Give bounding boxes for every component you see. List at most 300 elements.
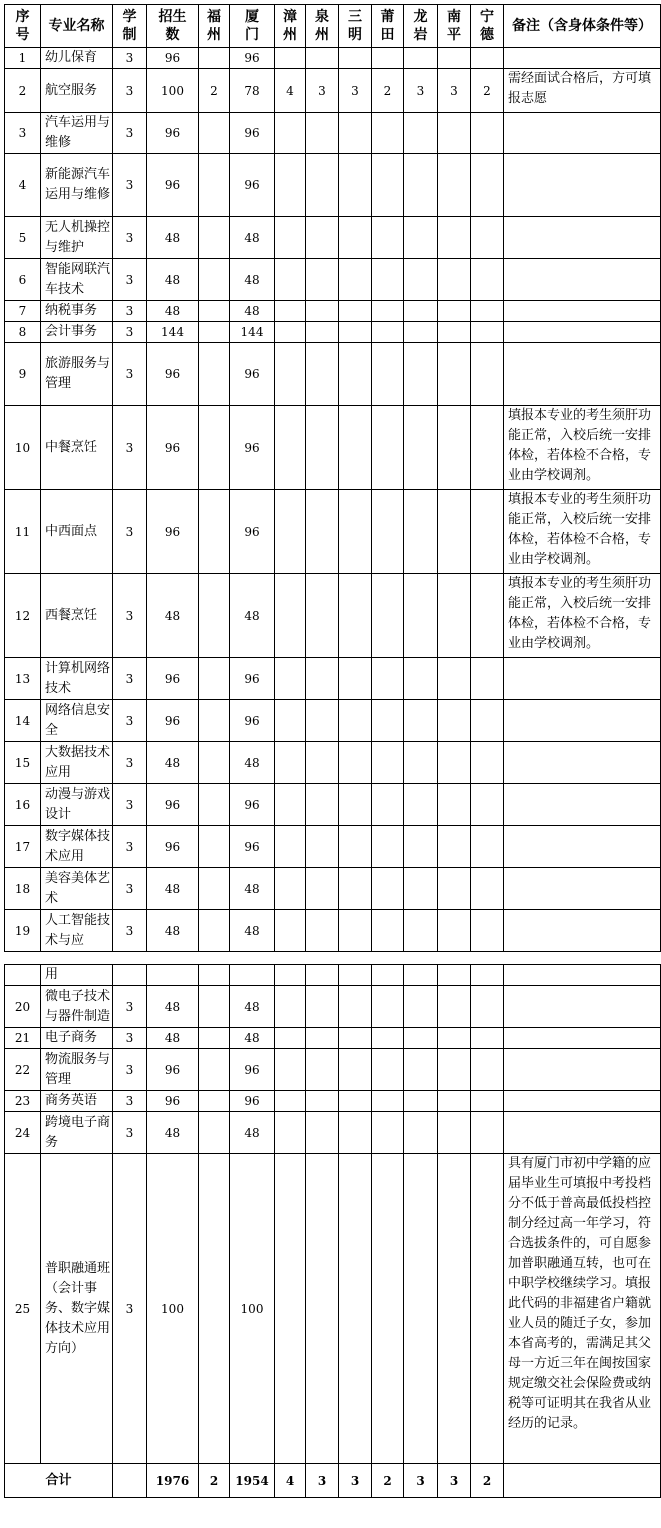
row-city-count: [306, 658, 339, 700]
row-city-count: [404, 490, 438, 574]
row-city-count: [372, 868, 404, 910]
row-city-count: [438, 1028, 471, 1049]
row-city-count: 48: [230, 1028, 275, 1049]
row-total: 96: [147, 1091, 199, 1112]
row-city-count: [339, 742, 372, 784]
row-city-count: [372, 1028, 404, 1049]
header-seq: 序号: [5, 5, 41, 48]
table-row: [5, 48, 661, 69]
row-years: 3: [113, 742, 147, 784]
row-city-count: [404, 113, 438, 154]
row-note: [504, 742, 661, 784]
row-years: 3: [113, 910, 147, 952]
enrollment-table-part1: [4, 4, 661, 952]
row-city-count: [306, 113, 339, 154]
row-seq: 22: [5, 1049, 41, 1091]
row-years: 3: [113, 868, 147, 910]
row-city-count: [404, 986, 438, 1028]
total-city: 2: [372, 1464, 404, 1498]
row-city-count: [306, 1049, 339, 1091]
row-city-count: 48: [230, 259, 275, 301]
row-note: [504, 259, 661, 301]
row-city-count: [339, 700, 372, 742]
row-city-count: 144: [230, 322, 275, 343]
row-years: 3: [113, 658, 147, 700]
row-city-count: 96: [230, 154, 275, 217]
row-city-count: [372, 490, 404, 574]
row-city-count: [471, 742, 504, 784]
row-city-count: [404, 742, 438, 784]
row-city-count: [372, 742, 404, 784]
row-city-count: [404, 826, 438, 868]
row-city-count: [275, 490, 306, 574]
table-row: [5, 1049, 661, 1091]
row-seq: 25: [5, 1154, 41, 1464]
table-row: [5, 826, 661, 868]
row-city-count: [404, 1154, 438, 1464]
row-total: 48: [147, 217, 199, 259]
table-body-part1: [5, 48, 661, 952]
row-city-count: [372, 700, 404, 742]
row-major-name: 旅游服务与管理: [41, 343, 113, 406]
row-note: [504, 910, 661, 952]
row-city-count: [339, 301, 372, 322]
row-seq: 14: [5, 700, 41, 742]
header-years: 学制: [113, 5, 147, 48]
row-city-count: [275, 784, 306, 826]
row-city-count: [404, 658, 438, 700]
table-row: [5, 700, 661, 742]
row-city-count: [339, 1028, 372, 1049]
header-city-sanming: 三明: [339, 5, 372, 48]
row-city-count: [471, 113, 504, 154]
header-city-longyan: 龙岩: [404, 5, 438, 48]
continuation-row: [5, 965, 661, 986]
row-city-count: [404, 217, 438, 259]
row-city-count: [275, 113, 306, 154]
row-total: 100: [147, 69, 199, 113]
row-city-count: 96: [230, 1091, 275, 1112]
row-note: [504, 868, 661, 910]
row-city-count: [339, 259, 372, 301]
row-city-count: [199, 826, 230, 868]
row-city-count: [471, 490, 504, 574]
row-city-count: [306, 1091, 339, 1112]
row-note: [504, 343, 661, 406]
row-seq: 15: [5, 742, 41, 784]
row-city-count: [199, 1091, 230, 1112]
row-seq: 16: [5, 784, 41, 826]
row-major-name: 物流服务与管理: [41, 1049, 113, 1091]
row-city-count: 3: [438, 69, 471, 113]
row-city-count: [275, 574, 306, 658]
row-city-count: [471, 48, 504, 69]
total-count: 1976: [147, 1464, 199, 1498]
row-city-count: [306, 910, 339, 952]
row-city-count: [306, 154, 339, 217]
row-city-count: [372, 826, 404, 868]
row-major-name: 汽车运用与维修: [41, 113, 113, 154]
row-city-count: [471, 1112, 504, 1154]
row-seq: 23: [5, 1091, 41, 1112]
row-city-count: [275, 1091, 306, 1112]
row-note: [504, 658, 661, 700]
row-years: 3: [113, 826, 147, 868]
row-note: [504, 1112, 661, 1154]
total-row: [5, 1464, 661, 1498]
row-note: [504, 1028, 661, 1049]
row-city-count: [339, 910, 372, 952]
row-seq: 1: [5, 48, 41, 69]
row-city-count: [471, 1049, 504, 1091]
row-city-count: [199, 742, 230, 784]
row-major-name: 幼儿保育: [41, 48, 113, 69]
row-city-count: 2: [199, 69, 230, 113]
row-city-count: [339, 406, 372, 490]
table-row: [5, 301, 661, 322]
row-major-name: 航空服务: [41, 69, 113, 113]
row-city-count: [199, 48, 230, 69]
row-total: 96: [147, 1049, 199, 1091]
row-city-count: [199, 154, 230, 217]
row-city-count: [199, 784, 230, 826]
row-city-count: [438, 1049, 471, 1091]
table-row: [5, 217, 661, 259]
table-row: [5, 742, 661, 784]
row-major-name: 会计事务: [41, 322, 113, 343]
row-city-count: [339, 574, 372, 658]
row-city-count: [306, 48, 339, 69]
row-note: 需经面试合格后，方可填报志愿: [504, 69, 661, 113]
row-city-count: [471, 343, 504, 406]
table-row: [5, 69, 661, 113]
row-note: [504, 784, 661, 826]
total-years: [113, 1464, 147, 1498]
row-city-count: [438, 784, 471, 826]
row-city-count: [306, 1154, 339, 1464]
row-major-name: 人工智能技术与应: [41, 910, 113, 952]
row-total: 96: [147, 490, 199, 574]
row-city-count: [471, 301, 504, 322]
row-years: 3: [113, 1049, 147, 1091]
row-note: [504, 217, 661, 259]
row-total: 96: [147, 784, 199, 826]
row-major-name: 美容美体艺术: [41, 868, 113, 910]
table-body-part2: [5, 986, 661, 1464]
table-row: [5, 322, 661, 343]
row-city-count: [275, 1112, 306, 1154]
row-city-count: [199, 910, 230, 952]
total-note: [504, 1464, 661, 1498]
row-seq: 8: [5, 322, 41, 343]
row-city-count: [438, 742, 471, 784]
row-city-count: [275, 910, 306, 952]
row-seq: 10: [5, 406, 41, 490]
header-city-putian: 莆田: [372, 5, 404, 48]
row-years: 3: [113, 113, 147, 154]
row-city-count: [339, 868, 372, 910]
row-note: 填报本专业的考生须肝功能正常，入校后统一安排体检，若体检不合格，专业由学校调剂。: [504, 490, 661, 574]
row-city-count: [438, 322, 471, 343]
row-note: 填报本专业的考生须肝功能正常，入校后统一安排体检，若体检不合格，专业由学校调剂。: [504, 574, 661, 658]
row-years: 3: [113, 259, 147, 301]
row-city-count: [438, 1112, 471, 1154]
row-city-count: [275, 742, 306, 784]
row-major-name: 数字媒体技术应用: [41, 826, 113, 868]
continuation-text: 用: [41, 965, 113, 986]
row-city-count: [339, 1154, 372, 1464]
row-city-count: 96: [230, 113, 275, 154]
row-seq: 4: [5, 154, 41, 217]
row-major-name: 西餐烹饪: [41, 574, 113, 658]
row-city-count: [438, 826, 471, 868]
row-note: [504, 986, 661, 1028]
row-city-count: [306, 700, 339, 742]
row-city-count: [306, 490, 339, 574]
total-label: 合计: [5, 1464, 113, 1498]
row-city-count: [275, 1028, 306, 1049]
row-city-count: [438, 113, 471, 154]
row-city-count: [275, 301, 306, 322]
row-major-name: 普职融通班（会计事务、数字媒体技术应用方向）: [41, 1154, 113, 1464]
row-city-count: [275, 1154, 306, 1464]
row-city-count: [306, 259, 339, 301]
row-city-count: [471, 322, 504, 343]
row-city-count: [471, 1028, 504, 1049]
row-years: 3: [113, 322, 147, 343]
row-city-count: 48: [230, 217, 275, 259]
row-city-count: [339, 784, 372, 826]
header-name: 专业名称: [41, 5, 113, 48]
row-city-count: [199, 868, 230, 910]
row-city-count: [199, 259, 230, 301]
row-seq: 2: [5, 69, 41, 113]
row-total: 96: [147, 154, 199, 217]
total-city: 2: [199, 1464, 230, 1498]
row-city-count: [404, 259, 438, 301]
row-city-count: [404, 1112, 438, 1154]
table-row: [5, 1154, 661, 1464]
row-city-count: [372, 658, 404, 700]
table-row: [5, 1091, 661, 1112]
row-major-name: 无人机操控与维护: [41, 217, 113, 259]
row-total: 48: [147, 259, 199, 301]
row-city-count: [199, 1028, 230, 1049]
row-total: 48: [147, 574, 199, 658]
row-city-count: [471, 217, 504, 259]
row-city-count: [306, 986, 339, 1028]
row-city-count: 3: [339, 69, 372, 113]
row-city-count: [306, 574, 339, 658]
row-years: 3: [113, 1154, 147, 1464]
row-years: 3: [113, 1091, 147, 1112]
table-row: [5, 113, 661, 154]
header-total: 招生数: [147, 5, 199, 48]
row-city-count: [471, 784, 504, 826]
row-city-count: [471, 658, 504, 700]
row-city-count: [404, 700, 438, 742]
row-total: 48: [147, 868, 199, 910]
row-city-count: 48: [230, 574, 275, 658]
row-note: [504, 113, 661, 154]
row-city-count: [306, 1112, 339, 1154]
row-city-count: [471, 910, 504, 952]
row-city-count: [438, 217, 471, 259]
row-city-count: [275, 1049, 306, 1091]
row-city-count: [306, 322, 339, 343]
row-city-count: 96: [230, 1049, 275, 1091]
row-total: 48: [147, 910, 199, 952]
row-major-name: 中餐烹饪: [41, 406, 113, 490]
row-city-count: [372, 48, 404, 69]
row-city-count: 96: [230, 490, 275, 574]
row-city-count: [438, 1154, 471, 1464]
row-city-count: [199, 700, 230, 742]
row-major-name: 网络信息安全: [41, 700, 113, 742]
row-city-count: [199, 217, 230, 259]
row-city-count: [372, 301, 404, 322]
row-city-count: 96: [230, 343, 275, 406]
total-city: 3: [404, 1464, 438, 1498]
row-city-count: [199, 406, 230, 490]
total-city: 1954: [230, 1464, 275, 1498]
row-city-count: [199, 658, 230, 700]
row-total: 48: [147, 1028, 199, 1049]
row-years: 3: [113, 301, 147, 322]
row-city-count: [471, 1154, 504, 1464]
total-city: 3: [438, 1464, 471, 1498]
row-city-count: [404, 910, 438, 952]
table-row: [5, 1112, 661, 1154]
row-city-count: 96: [230, 406, 275, 490]
row-city-count: [404, 154, 438, 217]
table-header-row: [5, 5, 661, 48]
row-city-count: [404, 1049, 438, 1091]
row-city-count: [471, 406, 504, 490]
table-row: [5, 784, 661, 826]
row-city-count: [199, 343, 230, 406]
row-city-count: 48: [230, 910, 275, 952]
row-city-count: [306, 406, 339, 490]
row-city-count: [404, 868, 438, 910]
row-city-count: [306, 1028, 339, 1049]
row-city-count: [438, 406, 471, 490]
row-city-count: 2: [471, 69, 504, 113]
row-city-count: [199, 113, 230, 154]
row-city-count: [471, 574, 504, 658]
row-city-count: 2: [372, 69, 404, 113]
row-city-count: [372, 1091, 404, 1112]
row-city-count: [339, 154, 372, 217]
row-seq: 7: [5, 301, 41, 322]
header-city-quanzhou: 泉州: [306, 5, 339, 48]
row-total: 96: [147, 406, 199, 490]
row-seq: 19: [5, 910, 41, 952]
row-note: 具有厦门市初中学籍的应届毕业生可填报中考投档分不低于普高最低投档控制分经过高一年学习，符合选拔条件的，可自愿参加普职融通互转，也可在中职学校继续学习。填报此代码的非福建省户籍就业人员的随迁子女，参加本省高考的，需满足其父母一方近三年在闽按国家规定缴交社会保险费或纳税等可证明其在我省从业经历的记录。: [504, 1154, 661, 1464]
row-city-count: [199, 574, 230, 658]
row-years: 3: [113, 48, 147, 69]
row-note: [504, 1049, 661, 1091]
row-city-count: [275, 826, 306, 868]
table-row: [5, 868, 661, 910]
row-city-count: 78: [230, 69, 275, 113]
row-city-count: [372, 406, 404, 490]
row-city-count: [199, 322, 230, 343]
row-city-count: [275, 259, 306, 301]
row-city-count: [438, 868, 471, 910]
header-city-xiamen: 厦门: [230, 5, 275, 48]
row-total: 96: [147, 343, 199, 406]
row-city-count: 96: [230, 826, 275, 868]
row-total: 100: [147, 1154, 199, 1464]
row-city-count: [404, 406, 438, 490]
row-city-count: [471, 259, 504, 301]
row-city-count: [438, 343, 471, 406]
row-major-name: 中西面点: [41, 490, 113, 574]
row-city-count: 96: [230, 700, 275, 742]
row-seq: 3: [5, 113, 41, 154]
row-city-count: [275, 154, 306, 217]
header-note: 备注（含身体条件等）: [504, 5, 661, 48]
row-seq: 21: [5, 1028, 41, 1049]
row-major-name: 纳税事务: [41, 301, 113, 322]
header-city-ningde: 宁德: [471, 5, 504, 48]
row-city-count: [471, 868, 504, 910]
row-city-count: [306, 217, 339, 259]
row-city-count: [438, 48, 471, 69]
row-city-count: [372, 574, 404, 658]
row-note: [504, 322, 661, 343]
row-years: 3: [113, 1028, 147, 1049]
row-city-count: [372, 259, 404, 301]
row-city-count: [372, 1049, 404, 1091]
header-city-fuzhou: 福州: [199, 5, 230, 48]
row-city-count: [275, 406, 306, 490]
table-row: [5, 406, 661, 490]
row-city-count: 48: [230, 301, 275, 322]
total-city: 3: [306, 1464, 339, 1498]
row-city-count: [404, 1028, 438, 1049]
row-city-count: [404, 574, 438, 658]
row-city-count: [339, 322, 372, 343]
row-city-count: 48: [230, 1112, 275, 1154]
row-total: 48: [147, 742, 199, 784]
row-years: 3: [113, 574, 147, 658]
total-city: 4: [275, 1464, 306, 1498]
header-city-zhangzhou: 漳州: [275, 5, 306, 48]
row-city-count: [372, 154, 404, 217]
row-city-count: [404, 322, 438, 343]
row-years: 3: [113, 700, 147, 742]
row-city-count: [306, 343, 339, 406]
table-row: [5, 1028, 661, 1049]
row-years: 3: [113, 406, 147, 490]
row-city-count: [438, 490, 471, 574]
row-city-count: [404, 343, 438, 406]
row-major-name: 大数据技术应用: [41, 742, 113, 784]
table-row: [5, 574, 661, 658]
row-city-count: [372, 1112, 404, 1154]
row-total: 48: [147, 301, 199, 322]
row-total: 96: [147, 48, 199, 69]
row-city-count: [372, 784, 404, 826]
row-city-count: [339, 343, 372, 406]
table-row: [5, 343, 661, 406]
row-city-count: 3: [306, 69, 339, 113]
row-city-count: 48: [230, 986, 275, 1028]
table-row: [5, 490, 661, 574]
row-city-count: [339, 1112, 372, 1154]
